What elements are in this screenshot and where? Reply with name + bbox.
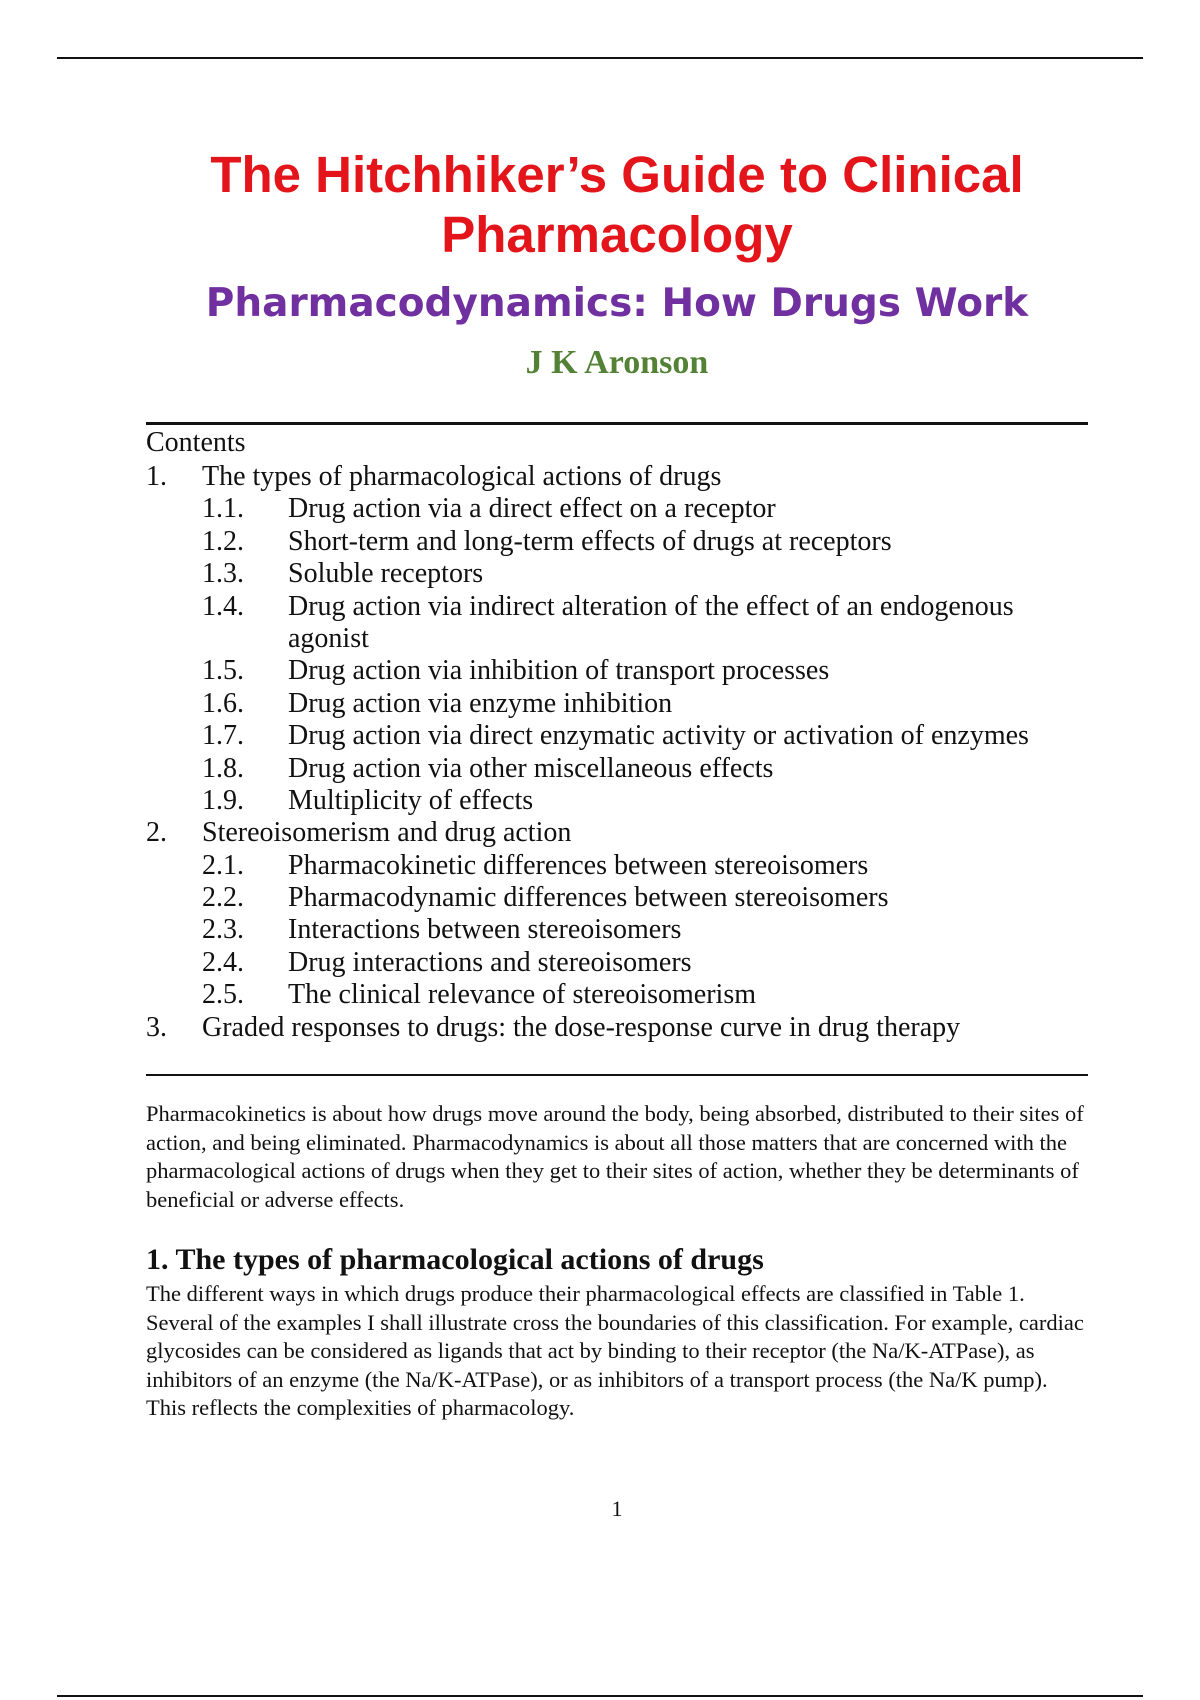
toc-item[interactable] bbox=[146, 947, 1088, 979]
contents-bottom-rule bbox=[146, 1074, 1088, 1076]
toc-item-number: 1.9. bbox=[202, 784, 244, 816]
toc-item-text: Pharmacokinetic differences between stereoisomers bbox=[288, 849, 869, 881]
toc-item-text: Multiplicity of effects bbox=[288, 784, 534, 816]
toc-item[interactable] bbox=[146, 591, 1088, 656]
toc-item-text: The clinical relevance of stereoisomerism bbox=[288, 979, 757, 1011]
toc-item[interactable] bbox=[146, 817, 1088, 849]
toc-item[interactable] bbox=[146, 850, 1088, 882]
toc-item-text: Drug action via enzyme inhibition bbox=[288, 687, 673, 719]
toc-item[interactable] bbox=[146, 753, 1088, 785]
table-of-contents bbox=[146, 425, 1088, 1044]
toc-item-number: 1.8. bbox=[202, 752, 244, 784]
section-heading: 1. The types of pharmacological actions of drugs bbox=[146, 1243, 764, 1276]
top-rule bbox=[57, 57, 1143, 59]
toc-item-number: 2. bbox=[146, 817, 167, 849]
toc-item-number: 1.6. bbox=[202, 687, 244, 719]
toc-item-text: Pharmacodynamic differences between stereoisomers bbox=[288, 882, 889, 914]
toc-item[interactable] bbox=[146, 461, 1088, 493]
toc-item-number: 1.7. bbox=[202, 720, 244, 752]
toc-item-text: Drug action via inhibition of transport processes bbox=[288, 655, 830, 687]
toc-item-number: 1.3. bbox=[202, 558, 244, 590]
toc-item[interactable] bbox=[146, 526, 1088, 558]
document-title: The Hitchhiker’s Guide to Clinical Pharmacology bbox=[210, 146, 1024, 263]
toc-item-number: 1.2. bbox=[202, 525, 244, 557]
toc-item-text: Graded responses to drugs: the dose-response curve in drug therapy bbox=[202, 1011, 961, 1043]
toc-item-number: 3. bbox=[146, 1011, 167, 1043]
toc-item[interactable] bbox=[146, 1012, 1088, 1044]
toc-item-text: Short-term and long-term effects of drugs at receptors bbox=[288, 525, 892, 557]
document-subtitle: Pharmacodynamics: How Drugs Work bbox=[205, 281, 1029, 326]
toc-item-number: 2.5. bbox=[202, 979, 244, 1011]
toc-item-number: 1.4. bbox=[202, 590, 244, 622]
toc-item-text: Interactions between stereoisomers bbox=[288, 914, 682, 946]
toc-item[interactable] bbox=[146, 979, 1088, 1011]
intro-paragraph: Pharmacokinetics is about how drugs move around the body, being absorbed, distributed to their sites of action, and being eliminated. Pharmacodynamics is about all those matters that are concerned with the pharmacological actions of drugs when they get to their sites of action, whether they be determinants of beneficial or adverse effects. bbox=[146, 1101, 1084, 1212]
toc-item-number: 2.3. bbox=[202, 914, 244, 946]
toc-item[interactable] bbox=[146, 882, 1088, 914]
document-author: J K Aronson bbox=[525, 344, 709, 381]
toc-item-text: Soluble receptors bbox=[288, 558, 484, 590]
page-number: 1 bbox=[611, 1496, 623, 1521]
toc-item-text: Drug action via direct enzymatic activity or activation of enzymes bbox=[288, 720, 1029, 752]
toc-item[interactable] bbox=[146, 914, 1088, 946]
toc-item-text: Stereoisomerism and drug action bbox=[202, 817, 572, 849]
toc-item-number: 2.4. bbox=[202, 946, 244, 978]
toc-item-text: Drug action via a direct effect on a receptor bbox=[288, 493, 776, 525]
section-paragraph: The different ways in which drugs produce their pharmacological effects are classified in Table 1. Several of the examples I shall illustrate cross the boundaries of this classification. For example, cardiac glycosides can be considered as ligands that act by binding to their receptor (the Na/K-ATPase), as inhibitors of an enzyme (the Na/K-ATPase), or as inhibitors of a transport process (the Na/K pump). This reflects the complexities of pharmacology. bbox=[146, 1281, 1084, 1420]
toc-item-text: The types of pharmacological actions of drugs bbox=[202, 461, 722, 492]
bottom-rule bbox=[57, 1695, 1143, 1697]
toc-item-text: Drug action via other miscellaneous effects bbox=[288, 752, 774, 784]
toc-item[interactable] bbox=[146, 720, 1088, 752]
toc-item[interactable] bbox=[146, 558, 1088, 590]
toc-item-number: 1. bbox=[146, 461, 167, 492]
toc-item[interactable] bbox=[146, 655, 1088, 687]
toc-item-text: Drug action via indirect alteration of the effect of an endogenous agonist bbox=[288, 590, 1014, 654]
toc-item[interactable] bbox=[146, 688, 1088, 720]
toc-item[interactable] bbox=[146, 785, 1088, 817]
contents-heading: Contents bbox=[146, 427, 246, 458]
toc-item-number: 2.1. bbox=[202, 849, 244, 881]
toc-item-number: 2.2. bbox=[202, 882, 244, 914]
toc-item-text: Drug interactions and stereoisomers bbox=[288, 946, 692, 978]
toc-item[interactable] bbox=[146, 493, 1088, 525]
toc-item-number: 1.1. bbox=[202, 493, 244, 525]
toc-item-number: 1.5. bbox=[202, 655, 244, 687]
